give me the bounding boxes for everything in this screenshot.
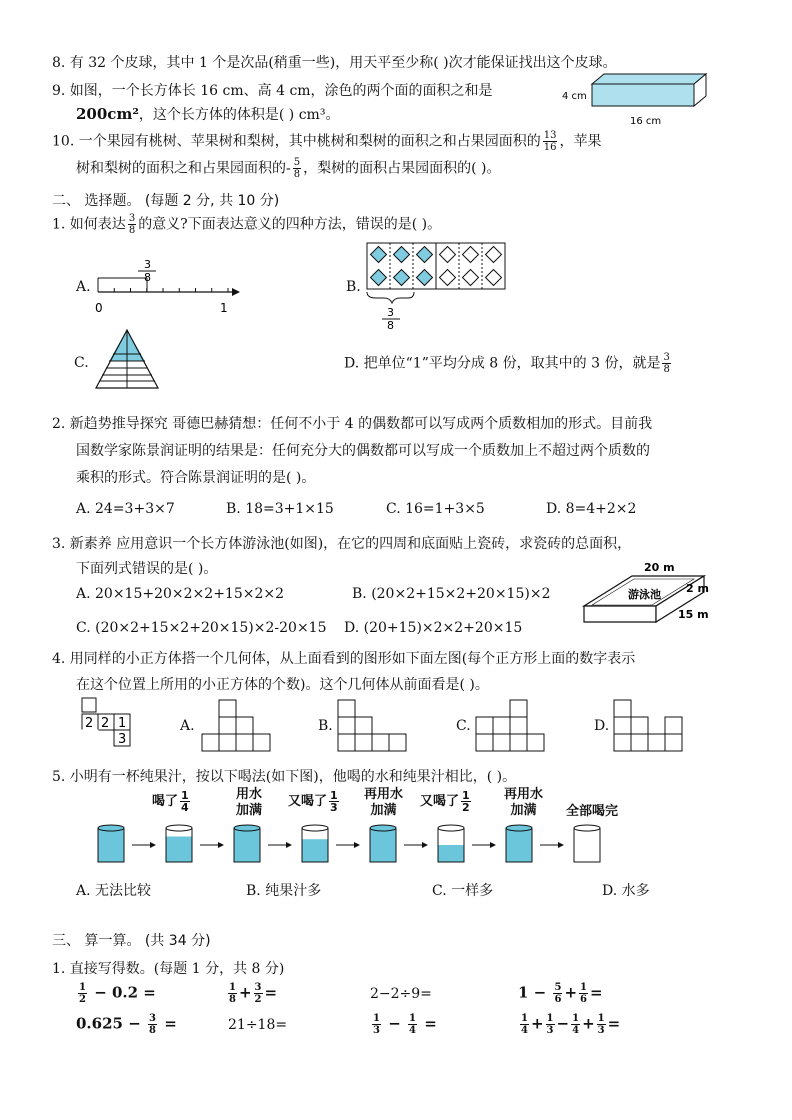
q1-option-c-label: C.	[74, 355, 89, 371]
question-10-text2: 树和梨树的面积之和占果园面积的-	[76, 160, 291, 177]
q1-text: 1. 如何表达	[52, 216, 126, 233]
q4-option-c-figure	[474, 696, 546, 754]
q1-option-b-label: B.	[346, 279, 361, 295]
calc-7: $\frac{1}{3}$ − $\frac{1}{4}$ =	[373, 1013, 437, 1036]
q2-text: 2. 新趋势推导探究 哥德巴赫猜想：任何不小于 4 的偶数都可以写成两个质数相加的形式。目前我	[52, 416, 653, 432]
q3-option-c: C. (20×2+15×2+20×15)×2-20×15	[76, 620, 327, 636]
step-label: 喝了 $\frac{1}{4}$	[152, 789, 189, 814]
step-label: 用水 加满	[236, 787, 263, 818]
q4-option-c-label: C.	[456, 718, 471, 734]
choice-q3-line1: 3. 新素养 应用意识一个长方体游泳池(如图)，在它的四周和底面贴上瓷砖，求瓷砖的总面积，	[52, 536, 632, 552]
juice-cups-sequence	[94, 820, 614, 870]
arrow-head-icon	[558, 842, 564, 848]
section-3-sub1: 1. 直接写得数。(每题 1 分，共 8 分)	[52, 961, 285, 977]
cup-rim	[302, 825, 328, 831]
zero-label: 0	[95, 301, 103, 315]
grid-number: 1	[118, 716, 127, 731]
step-label: 又喝了 $\frac{1}{2}$	[420, 789, 470, 814]
q3-option-b: B. (20×2+15×2+20×15)×2	[352, 586, 551, 602]
arrow-head-icon	[354, 842, 360, 848]
q1-option-a-label: A.	[76, 279, 91, 295]
step-label: 再用水 加满	[504, 787, 544, 818]
arrow-head-icon	[422, 842, 428, 848]
fraction: $\frac{3}{8}$	[128, 213, 136, 236]
cup-rim	[370, 825, 396, 831]
step-label: 全部喝完	[566, 804, 619, 819]
q4-option-a-label: A.	[180, 718, 195, 734]
choice-q4-line2: 在这个位置上所用的小正方体的个数)。这个几何体从前面看是( )。	[76, 677, 489, 693]
juice-fill	[370, 828, 396, 862]
cup-rim	[166, 825, 192, 831]
calc-6: 21÷18=	[228, 1017, 288, 1033]
juice-fill	[234, 828, 260, 862]
q1-text-b: 的意义?下面表达意义的四种方法，错误的是( )。	[138, 216, 442, 233]
b-den: 8	[387, 319, 394, 330]
choice-q5-line: 5. 小明有一杯纯果汁，按以下喝法(如下图)，他喝的水和纯果汁相比，( )。	[52, 769, 517, 785]
juice-fill	[98, 828, 124, 862]
q3-option-a: A. 20×15+20×2×2+15×2×2	[76, 586, 285, 602]
q2-option-a: A. 24=3+3×7	[76, 501, 175, 517]
calc-3: 2−2÷9=	[370, 986, 432, 1002]
calc-8: $\frac{1}{4}$ + $\frac{1}{3}$ − $\frac{1}{4}$ + $\frac{1}{3}$ =	[521, 1013, 621, 1036]
question-9-text: ，这个长方体的体积是( ) cm³。	[138, 107, 340, 123]
choice-q2-line1	[52, 413, 652, 433]
question-10-end: ，苹果	[559, 133, 602, 150]
grid-number: 3	[118, 732, 127, 747]
question-8: 8. 有 32 个皮球，其中 1 个是次品(稍重一些)，用天平至少称( )次才能保证找出这个皮球。	[52, 55, 617, 71]
q5-option-b: B. 纯果汁多	[246, 883, 322, 899]
b-num: 3	[387, 306, 394, 319]
q4-option-b-label: B.	[318, 718, 333, 734]
question-10-line1	[52, 130, 601, 153]
cup-rim	[438, 825, 464, 831]
q1-option-d	[344, 352, 673, 375]
d-text: D. 把单位“1”平均分成 8 份，取其中的 3 份，就是	[344, 355, 661, 372]
fraction: $\frac{3}{8}$	[663, 352, 670, 375]
height-label: 4 cm	[562, 91, 587, 102]
arrow-head-icon	[218, 842, 224, 848]
fraction: $\frac{5}{8}$	[293, 157, 301, 180]
calc-1: $\frac{1}{2}$ − 0.2 =	[79, 982, 156, 1005]
q4-option-a-figure	[200, 696, 272, 754]
juice-fill	[438, 845, 464, 862]
question-10-text: 10. 一个果园有桃树、苹果树和梨树，其中桃树和梨树的面积之和占果园面积的	[52, 133, 541, 150]
section-2-title: 二、 选择题。 (每题 2 分, 共 10 分)	[52, 193, 280, 209]
cup-rim	[506, 825, 532, 831]
q3-option-d: D. (20+15)×2×2+20×15	[344, 620, 523, 636]
pool-length-label: 20 m	[644, 562, 675, 574]
a-num: 3	[144, 258, 151, 271]
pool-depth-label: 2 m	[686, 582, 709, 595]
cuboid-figure	[560, 68, 710, 130]
arrow-head-icon	[490, 842, 496, 848]
question-10-end2: ，梨树的面积占果园面积的( )。	[303, 160, 501, 177]
step-label: 再用水 加满	[364, 787, 404, 818]
grid-number: 2	[101, 716, 110, 731]
q4-option-b-figure	[336, 696, 408, 754]
fraction: $\frac{13}{16}$	[543, 130, 557, 153]
cup-rim	[234, 825, 260, 831]
triangle-figure	[94, 328, 160, 390]
step-label: 又喝了 $\frac{1}{3}$	[288, 789, 338, 814]
cup-rim	[98, 825, 124, 831]
calc-5: 0.625 − $\frac{3}{8}$ =	[76, 1013, 177, 1036]
choice-q4-line1: 4. 用同样的小正方体搭一个几何体，从上面看到的图形如下面左图(每个正方形上面的数字表示	[52, 651, 636, 667]
q2-option-b: B. 18=3+1×15	[226, 501, 334, 517]
one-label: 1	[220, 301, 228, 315]
a-den: 8	[144, 271, 151, 284]
juice-fill	[506, 828, 532, 862]
grid-number: 2	[85, 716, 94, 731]
pool-name-label: 游泳池	[628, 588, 661, 601]
arrow-head-icon	[150, 842, 156, 848]
choice-q2-line3: 乘积的形式。符合陈景润证明的是( )。	[76, 470, 316, 486]
choice-q1	[52, 213, 441, 236]
question-9-line1: 9. 如图，一个长方体长 16 cm、高 4 cm，涂色的两个面的面积之和是	[52, 83, 493, 99]
question-10-line2	[76, 157, 500, 180]
q5-option-d: D. 水多	[602, 883, 650, 899]
choice-q2-line2: 国数学家陈景润证明的结果是：任何充分大的偶数都可以写成一个质数加上不超过两个质数的	[76, 443, 650, 459]
pool-width-label: 15 m	[678, 608, 709, 621]
question-9-line2	[76, 104, 339, 124]
diamond-grid-figure	[362, 240, 512, 330]
q5-option-c: C. 一样多	[432, 883, 494, 899]
cup-rim	[574, 825, 600, 831]
q2-option-c: C. 16=1+3×5	[386, 501, 485, 517]
choice-q3-line2: 下面列式错误的是( )。	[76, 561, 218, 577]
section-3-title: 三、 算一算。 (共 34 分)	[52, 933, 211, 949]
juice-fill	[166, 837, 192, 863]
q4-option-d-figure	[612, 696, 684, 754]
length-label: 16 cm	[630, 116, 662, 127]
q4-option-d-label: D.	[594, 718, 610, 734]
q2-option-d: D. 8=4+2×2	[546, 501, 637, 517]
q5-option-a: A. 无法比较	[76, 883, 152, 899]
number-line-figure	[92, 250, 242, 320]
juice-fill	[302, 839, 328, 862]
calc-2: $\frac{1}{8}$ + $\frac{3}{2}$ =	[229, 982, 278, 1005]
area-value: 200cm²	[76, 105, 139, 123]
pool-figure	[580, 562, 710, 640]
arrow-head-icon	[286, 842, 292, 848]
top-view-grid	[76, 696, 136, 756]
cup-icon	[574, 828, 600, 862]
calc-4: 1 − $\frac{5}{6}$ + $\frac{1}{6}$ =	[518, 982, 603, 1005]
